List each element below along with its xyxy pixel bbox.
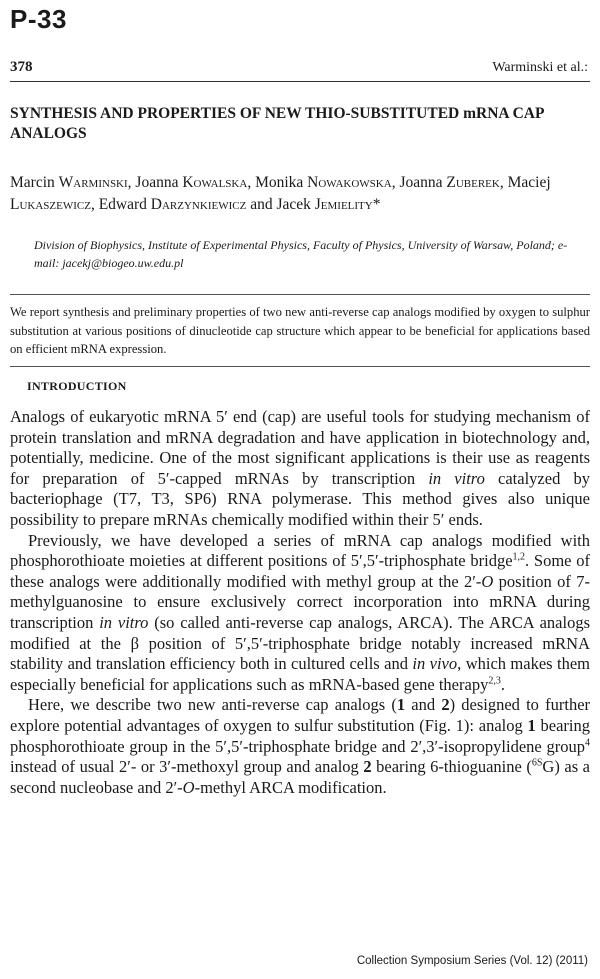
text-run: in vivo — [412, 654, 458, 674]
author-first-name: Jacek — [276, 196, 315, 213]
body-paragraph — [10, 531, 590, 696]
text-run: in vitro — [99, 612, 149, 632]
author-surname: Darzynkiewicz — [150, 196, 247, 213]
author-separator: , — [499, 174, 504, 191]
author-separator: , — [90, 196, 95, 213]
author-name — [399, 174, 503, 191]
abstract-text: We report synthesis and preliminary properties of two new anti-reverse cap analogs modified by oxygen to sulphur substitution at various positions of dinucleotide cap structure which appear to be beneficial for applications based on efficient mRNA expression. — [10, 305, 590, 356]
author-surname: Zuberek — [446, 174, 500, 191]
abstract-top-rule — [10, 294, 590, 295]
abstract-code: P-33 — [10, 4, 67, 34]
text-run: position of 7-methylguanosine to ensure exclusively correct incorporation into mRNA during transcription — [10, 571, 591, 632]
text-run: bearing 6-thioguanine ( — [371, 757, 532, 777]
text-run: 2 — [363, 757, 372, 777]
header-rule — [10, 81, 590, 82]
section-heading: INTRODUCTION — [27, 379, 127, 393]
text-run: Previously, we have developed a series of mRNA cap analogs modified with phosphorothioate moieties at different positions of 5′,5′-triphosphate bridge — [10, 530, 590, 571]
author-separator: * — [372, 196, 381, 213]
citation-superscript: 2,3 — [488, 675, 501, 687]
author-surname: Nowakowska — [307, 174, 392, 191]
body-paragraph — [10, 407, 590, 531]
author-surname: Jemielity — [314, 196, 373, 213]
text-run: Here, we describe two new anti-reverse cap analogs ( — [28, 695, 397, 715]
text-run: ) designed to further explore potential advantages of oxygen to sulfur substitution (Fig. 1): analog — [10, 695, 591, 735]
author-separator: , — [247, 174, 252, 191]
author-surname: Kowalska — [182, 174, 248, 191]
text-run: -methyl ARCA modification. — [194, 777, 387, 797]
author-first-name: Marcin — [10, 174, 59, 191]
author-surname: Lukaszewicz — [10, 196, 91, 213]
body-paragraph — [10, 695, 590, 798]
page-number: 378 — [10, 59, 33, 75]
text-run: instead of usual 2′- or 3′-methoxyl group and analog — [10, 757, 364, 777]
text-run: Analogs of eukaryotic mRNA 5′ end (cap) are useful tools for studying mechanism of protein translation and mRNA degradation and have application in biotechnology and, potentially, medicine. One of the most significant applications is their use as reagents for preparation of 5′-capped mRNAs by transcription — [10, 407, 590, 488]
text-run: O — [182, 777, 195, 797]
text-run: . Some of these analogs were additionally modified with methyl group at the 2′- — [10, 551, 590, 591]
author-name — [10, 174, 132, 191]
text-run: O — [481, 571, 494, 591]
author-name — [255, 174, 396, 191]
author-first-name: Joanna — [135, 174, 183, 191]
text-run: 1 — [527, 715, 536, 735]
text-run: in vitro — [428, 468, 485, 488]
affiliation: Division of Biophysics, Institute of Experimental Physics, Faculty of Physics, University of Warsaw, Poland; e-mail: jacekj@biogeo.uw.edu.pl — [34, 238, 568, 270]
author-first-name: Edward — [98, 196, 151, 213]
running-head: Warminski et al.: — [492, 60, 588, 75]
author-first-name: Joanna — [399, 174, 447, 191]
text-run: , which makes them especially beneficial for applications such as mRNA-based gene therapy — [10, 654, 590, 694]
text-run: G) as a second nucleobase and 2′- — [10, 757, 590, 797]
author-separator: , — [391, 174, 396, 191]
text-run: . — [500, 674, 505, 694]
text-run: (so called anti-reverse cap analogs, ARCA). The ARCA analogs modified at the β position of 5′,5′-triphosphate bridge notably increased mRNA stability and translation efficiency both in cultured cells and — [10, 612, 590, 674]
author-name — [135, 174, 251, 191]
author-name — [276, 196, 380, 213]
paper-title: SYNTHESIS AND PROPERTIES OF NEW THIO-SUBSTITUTED mRNA CAP ANALOGS — [10, 105, 544, 142]
author-separator: and — [246, 196, 273, 213]
body-text — [10, 407, 590, 798]
text-run: 2 — [441, 695, 450, 715]
author-separator: , — [127, 174, 132, 191]
author-list — [10, 172, 585, 216]
author-first-name: Maciej — [507, 174, 551, 191]
text-run: and — [405, 695, 442, 715]
text-run: 1 — [396, 695, 406, 715]
page-footer: Collection Symposium Series (Vol. 12) (2011) — [356, 955, 588, 967]
author-first-name: Monika — [255, 174, 308, 191]
citation-superscript: 6S — [531, 757, 543, 769]
text-run: bearing phosphorothioate group in the 5′,5′-triphosphate bridge and 2′,3′-isopropylidene group — [10, 715, 590, 756]
author-name — [99, 196, 273, 213]
author-surname: Warminski — [58, 174, 128, 191]
citation-superscript: 1,2 — [512, 551, 526, 563]
citation-superscript: 4 — [585, 737, 590, 748]
abstract-bottom-rule — [10, 366, 590, 367]
text-run: catalyzed by bacteriophage (T7, T3, SP6) RNA polymerase. This method gives also unique possibility to prepare mRNAs chemically modified within their 5′ ends. — [10, 468, 590, 529]
